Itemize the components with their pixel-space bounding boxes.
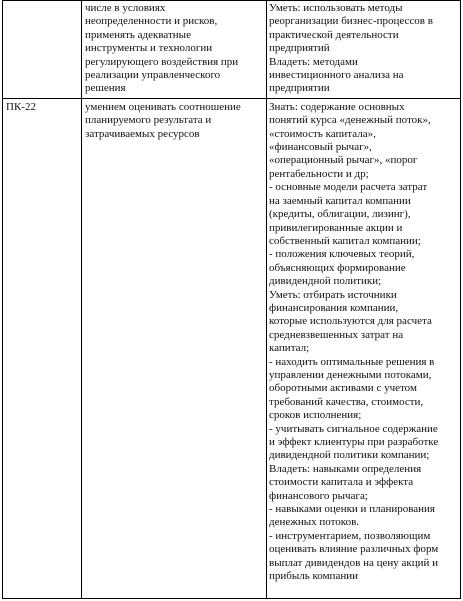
text-line: - положения ключевых теорий, — [269, 248, 415, 261]
text-line: сроков исполнения; — [269, 409, 362, 422]
text-line: применять адекватные — [85, 28, 191, 41]
text-line: - учитывать сигнальное содержание — [269, 422, 438, 435]
text-line: планируемого результата и — [85, 114, 212, 127]
text-line: (кредиты, облигации, лизинг), — [269, 208, 411, 221]
text-line: Знать: содержание основных — [269, 100, 405, 113]
text-line: финансирования компании, — [269, 301, 399, 314]
text-line: - находить оптимальные решения в — [269, 355, 435, 368]
text-line: реализации управленческого — [85, 69, 221, 82]
competence-table — [2, 0, 461, 599]
competence-code-cell: ПК-22 — [3, 98, 82, 598]
text-line: объясняющих формирование — [269, 261, 406, 274]
text-line: рентабельности и др; — [269, 167, 369, 180]
table-row — [3, 1, 461, 99]
text-line: Владеть: навыками определения — [269, 462, 422, 475]
text-line: финансового рычага; — [269, 489, 368, 502]
indicators-cell — [267, 98, 461, 598]
competence-description-cell — [82, 98, 267, 598]
text-line: Уметь: использовать методы — [269, 2, 403, 14]
text-line: оценивать влияние различных форм — [269, 543, 439, 556]
indicators-cell — [267, 1, 461, 99]
text-line: «финансовый рычаг», — [269, 141, 372, 154]
text-line: которые используются для расчета — [269, 315, 432, 328]
competence-code-cell — [3, 1, 82, 99]
text-line: и эффект клиентуры при разработке — [269, 436, 439, 448]
text-line: средневзвешенных затрат на — [269, 328, 404, 341]
text-line: предприятии — [269, 82, 330, 95]
text-line: - основные модели расчета затрат — [269, 181, 428, 194]
text-line: - инструментарием, позволяющим — [269, 529, 431, 542]
text-line: капитал; — [269, 342, 310, 355]
text-line: затрачиваемых ресурсов — [85, 127, 200, 140]
text-line: «операционный рычаг», «порог — [269, 154, 418, 167]
text-line: решения — [85, 82, 126, 95]
text-line: реорганизации бизнес-процессов в — [269, 15, 433, 28]
text-line: предприятий — [269, 42, 330, 55]
text-line: на заемный капитал компании — [269, 194, 411, 207]
text-line: Уметь: отбирать источники — [269, 288, 397, 301]
text-line: - навыками оценки и планирования — [269, 503, 435, 516]
text-line: «стоимость капитала», — [269, 127, 376, 140]
text-line: требований качества, стоимости, — [269, 395, 424, 408]
text-line: умением оценивать соотношение — [85, 100, 241, 113]
table-row — [3, 98, 461, 598]
text-line: собственный капитал компании; — [269, 234, 421, 247]
text-line: оборотными активами с учетом — [269, 382, 417, 395]
text-line: регулирующего воздействия при — [85, 55, 239, 68]
text-line: выплат дивидендов на цену акций и — [269, 556, 439, 569]
text-line: практической деятельности — [269, 28, 399, 41]
text-line: Владеть: методами — [269, 55, 358, 68]
text-line: неопределенности и рисков, — [85, 15, 218, 28]
text-line: инвестиционного анализа на — [269, 69, 404, 82]
text-line: инструменты и технологии — [85, 42, 213, 55]
text-line: стоимости капитала и эффекта — [269, 476, 414, 489]
text-line: прибыль компании — [269, 570, 358, 583]
competence-description-cell — [82, 1, 267, 99]
text-line: денежных потоков. — [269, 516, 360, 529]
text-line: привилегированные акции и — [269, 221, 403, 234]
text-line: дивидендной политики; — [269, 275, 382, 288]
text-line: понятий курса «денежный поток», — [269, 114, 431, 127]
text-line: управлении денежными потоками, — [269, 368, 432, 381]
text-line: дивидендной политики компании; — [269, 449, 430, 462]
text-line: числе в условиях — [85, 2, 166, 14]
